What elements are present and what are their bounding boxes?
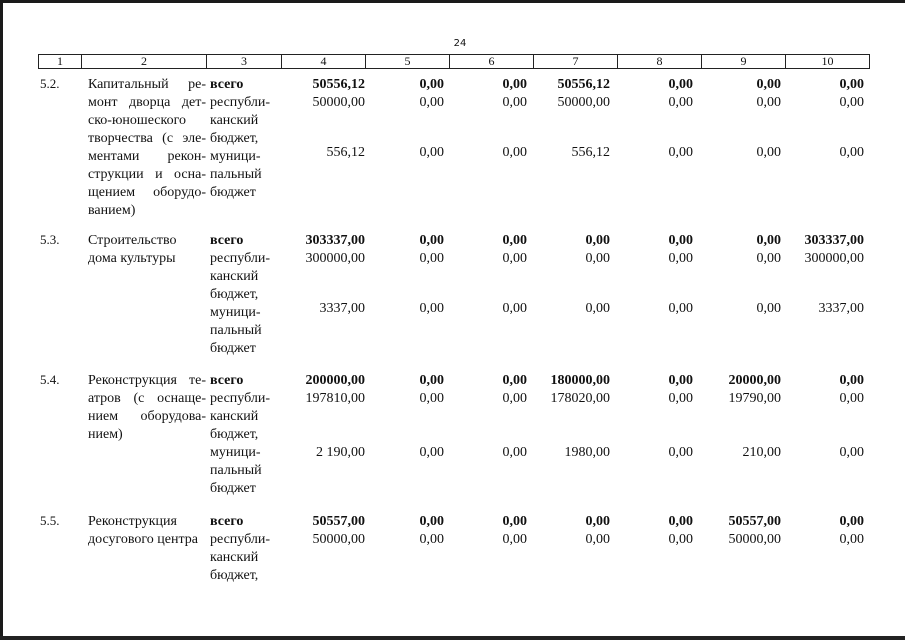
value-cell: 0,00 (502, 77, 527, 92)
row-name: Строительство дома культуры (88, 233, 177, 266)
value-cell: 0,00 (419, 145, 444, 160)
value-cell: 50000,00 (312, 95, 365, 110)
value-cell: 0,00 (839, 532, 864, 547)
value-cell: 0,00 (419, 301, 444, 316)
column-header-table (38, 54, 870, 69)
value-cell: 0,00 (585, 251, 610, 266)
funding-source (210, 372, 280, 498)
source-republic-label: республи-канский бюджет, (210, 95, 270, 146)
value-cell: 303337,00 (804, 233, 864, 248)
value-cell: 50000,00 (728, 532, 781, 547)
row-number: 5.3. (40, 232, 60, 247)
value-cell: 178020,00 (550, 391, 610, 406)
value-cell: 0,00 (502, 95, 527, 110)
value-cell: 0,00 (668, 373, 693, 388)
value-cell: 0,00 (756, 145, 781, 160)
funding-source (210, 76, 280, 202)
value-cell: 0,00 (585, 301, 610, 316)
value-cell: 197810,00 (305, 391, 365, 406)
value-cell: 0,00 (502, 145, 527, 160)
value-cell: 300000,00 (804, 251, 864, 266)
value-cell: 200000,00 (305, 373, 365, 388)
value-cell: 0,00 (668, 532, 693, 547)
source-total-label: всего (210, 233, 244, 248)
value-cell: 50556,12 (312, 77, 365, 92)
column-header-7: 7 (534, 55, 618, 69)
source-total-label: всего (210, 373, 244, 388)
value-cell: 0,00 (419, 251, 444, 266)
row-number: 5.2. (40, 76, 60, 91)
value-cell: 0,00 (839, 514, 864, 529)
column-header-6: 6 (450, 55, 534, 69)
value-cell: 50556,12 (557, 77, 610, 92)
column-header-9: 9 (702, 55, 786, 69)
column-header-row (39, 55, 870, 69)
value-cell: 0,00 (668, 77, 693, 92)
row-number: 5.4. (40, 372, 60, 387)
page-number: 24 (453, 38, 467, 49)
value-cell: 0,00 (668, 391, 693, 406)
value-cell: 50557,00 (728, 514, 781, 529)
value-cell: 0,00 (839, 145, 864, 160)
source-total-label: всего (210, 514, 244, 529)
value-cell: 1980,00 (564, 445, 610, 460)
value-cell: 0,00 (419, 514, 444, 529)
row-name: Реконструкция досугового центра (88, 514, 199, 547)
column-header-2: 2 (82, 55, 207, 69)
value-cell: 0,00 (756, 251, 781, 266)
row-name: Реконструкция те-атров (с оснаще-нием оборудова-нием) (88, 373, 206, 442)
value-cell: 0,00 (668, 233, 693, 248)
source-municipal-label: муници-пальный бюджет (210, 149, 262, 200)
row-name: Капитальный ре-монт дворца дет-ско-юношеского творчества (с эле-ментами рекон-струкции и осна-щением оборудо-ванием) (88, 77, 206, 218)
value-cell: 0,00 (668, 514, 693, 529)
value-cell: 0,00 (419, 233, 444, 248)
scan-border-bottom (0, 636, 905, 640)
value-cell: 0,00 (839, 373, 864, 388)
value-cell: 0,00 (419, 445, 444, 460)
value-cell: 0,00 (668, 301, 693, 316)
value-cell: 0,00 (839, 77, 864, 92)
value-cell: 0,00 (756, 233, 781, 248)
value-cell: 0,00 (502, 514, 527, 529)
value-cell: 0,00 (419, 77, 444, 92)
value-cell: 50000,00 (557, 95, 610, 110)
value-cell: 0,00 (585, 233, 610, 248)
value-cell: 0,00 (839, 445, 864, 460)
source-republic-label: республи-канский бюджет, (210, 391, 270, 442)
value-cell: 0,00 (502, 445, 527, 460)
value-cell: 303337,00 (305, 233, 365, 248)
value-cell: 556,12 (326, 145, 365, 160)
value-cell: 0,00 (502, 233, 527, 248)
value-cell: 0,00 (502, 251, 527, 266)
column-header-1: 1 (39, 55, 82, 69)
value-cell: 0,00 (419, 391, 444, 406)
value-cell: 19790,00 (728, 391, 781, 406)
value-cell: 0,00 (502, 373, 527, 388)
column-header-4: 4 (282, 55, 366, 69)
funding-source (210, 513, 280, 585)
value-cell: 0,00 (585, 514, 610, 529)
value-cell: 3337,00 (319, 301, 365, 316)
column-header-8: 8 (618, 55, 702, 69)
value-cell: 0,00 (756, 77, 781, 92)
value-cell: 0,00 (839, 391, 864, 406)
source-municipal-label: муници-пальный бюджет (210, 445, 262, 496)
value-cell: 0,00 (839, 95, 864, 110)
value-cell: 0,00 (502, 391, 527, 406)
value-cell: 20000,00 (728, 373, 781, 388)
scan-border-top (0, 0, 905, 3)
column-header-3: 3 (207, 55, 282, 69)
value-cell: 50000,00 (312, 532, 365, 547)
value-cell: 0,00 (756, 95, 781, 110)
source-republic-label: республи-канский бюджет, (210, 532, 270, 583)
value-cell: 180000,00 (550, 373, 610, 388)
row-number: 5.5. (40, 513, 60, 528)
value-cell: 0,00 (419, 373, 444, 388)
value-cell: 2 190,00 (316, 445, 365, 460)
value-cell: 0,00 (668, 145, 693, 160)
column-header-5: 5 (366, 55, 450, 69)
value-cell: 0,00 (668, 95, 693, 110)
value-cell: 50557,00 (312, 514, 365, 529)
value-cell: 0,00 (756, 301, 781, 316)
source-republic-label: республи-канский бюджет, (210, 251, 270, 302)
source-total-label: всего (210, 77, 244, 92)
value-cell: 556,12 (571, 145, 610, 160)
value-cell: 0,00 (419, 95, 444, 110)
value-cell: 0,00 (668, 251, 693, 266)
value-cell: 0,00 (668, 445, 693, 460)
value-cell: 0,00 (585, 532, 610, 547)
value-cell: 300000,00 (305, 251, 365, 266)
value-cell: 0,00 (419, 532, 444, 547)
column-header-10: 10 (786, 55, 870, 69)
value-cell: 0,00 (502, 532, 527, 547)
source-municipal-label: муници-пальный бюджет (210, 305, 262, 356)
value-cell: 0,00 (502, 301, 527, 316)
value-cell: 210,00 (742, 445, 781, 460)
scan-border-left (0, 0, 3, 640)
value-cell: 3337,00 (818, 301, 864, 316)
funding-source (210, 232, 280, 358)
